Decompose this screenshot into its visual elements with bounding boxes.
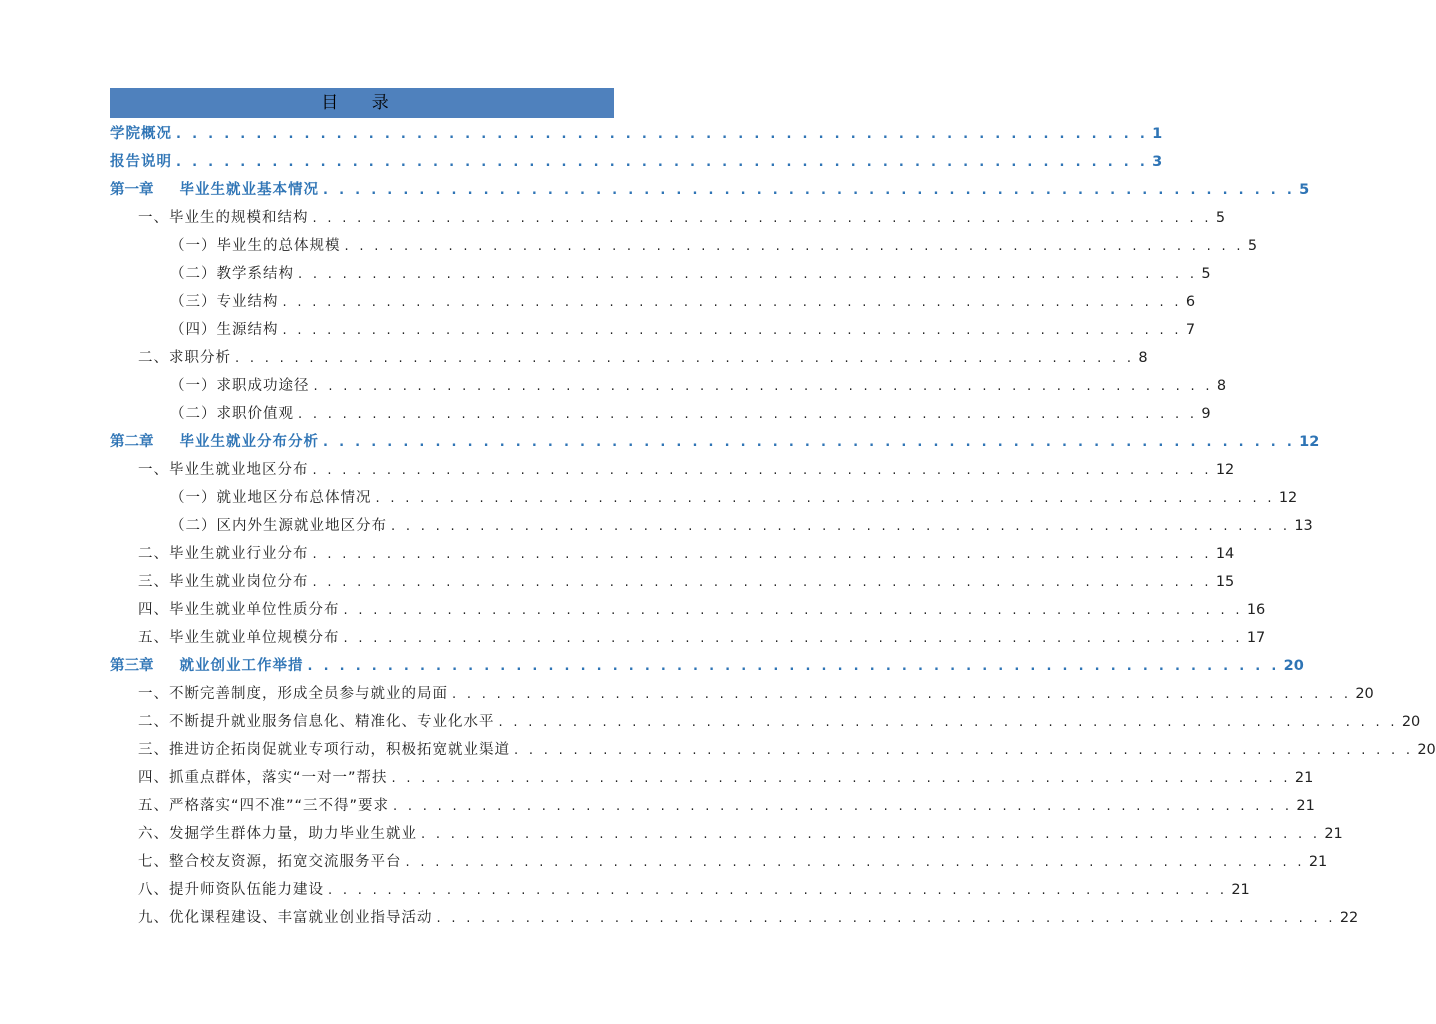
toc-leader-dots: . . . . . . . . . . . . . . . . . . . . . . . . . . . . . . . . . . . . . . . . . . . . . . . . . . . . . . . . . . . . . [307,659,1280,674]
toc-page-number: 20 [1417,742,1436,758]
toc-leader-dots: . . . . . . . . . . . . . . . . . . . . . . . . . . . . . . . . . . . . . . . . . . . . . . . . . . . . . . . . . . . . . [312,575,1212,590]
toc-page-number: 22 [1339,910,1359,926]
toc-entry[interactable] [110,204,1226,232]
toc-leader-dots: . . . . . . . . . . . . . . . . . . . . . . . . . . . . . . . . . . . . . . . . . . . . . . . . . . . . . . . . . . . . . [282,323,1182,338]
toc-page-number: 3 [1152,154,1163,170]
toc-leader-dots: . . . . . . . . . . . . . . . . . . . . . . . . . . . . . . . . . . . . . . . . . . . . . . . . . . . . . . . . . . . . . [323,435,1296,450]
toc-entry[interactable] [110,316,1196,344]
toc-entry-label: 四、毕业生就业单位性质分布 [138,602,340,618]
toc-page-number: 21 [1231,882,1250,898]
toc-page-number: 20 [1401,714,1421,730]
toc-leader-dots: . . . . . . . . . . . . . . . . . . . . . . . . . . . . . . . . . . . . . . . . . . . . . . . . . . . . . . . . . . . . . [312,211,1212,226]
toc-leader-dots: . . . . . . . . . . . . . . . . . . . . . . . . . . . . . . . . . . . . . . . . . . . . . . . . . . . . . . . . . . . . . [176,127,1149,142]
toc-entry-label: 二、不断提升就业服务信息化、精准化、专业化水平 [138,714,495,730]
toc-entry-label: （二）教学系结构 [170,266,294,282]
toc-entry[interactable] [110,540,1235,568]
toc-leader-dots: . . . . . . . . . . . . . . . . . . . . . . . . . . . . . . . . . . . . . . . . . . . . . . . . . . . . . . . . . . . . . [344,239,1244,254]
toc-leader-dots: . . . . . . . . . . . . . . . . . . . . . . . . . . . . . . . . . . . . . . . . . . . . . . . . . . . . . . . . . . . . . [393,799,1293,814]
toc-chapter-number: 第三章 [110,658,154,674]
toc-page-number: 17 [1246,630,1266,646]
toc-entry-label: （一）求职成功途径 [170,378,310,394]
toc-entry[interactable] [110,596,1266,624]
toc-entry[interactable] [110,792,1315,820]
toc-page-number: 7 [1185,322,1196,338]
toc-page-number: 12 [1215,462,1235,478]
toc-entry-label: 一、不断完善制度，形成全员参与就业的局面 [138,686,448,702]
toc-leader-dots: . . . . . . . . . . . . . . . . . . . . . . . . . . . . . . . . . . . . . . . . . . . . . . . . . . . . . . . . . . . . . [298,407,1198,422]
toc-entry-label: 二、毕业生就业行业分布 [138,546,309,562]
toc-entry-label: 学院概况 [110,126,172,142]
toc-leader-dots: . . . . . . . . . . . . . . . . . . . . . . . . . . . . . . . . . . . . . . . . . . . . . . . . . . . . . . . . . . . . . [375,491,1275,506]
toc-entry-label: 九、优化课程建设、丰富就业创业指导活动 [138,910,433,926]
toc-leader-dots: . . . . . . . . . . . . . . . . . . . . . . . . . . . . . . . . . . . . . . . . . . . . . . . . . . . . . . . . . . . . . [498,715,1398,730]
toc-page-number: 21 [1296,798,1315,814]
toc-entry[interactable] [110,652,1304,680]
toc-leader-dots: . . . . . . . . . . . . . . . . . . . . . . . . . . . . . . . . . . . . . . . . . . . . . . . . . . . . . . . . . . . . . [328,883,1228,898]
toc-leader-dots: . . . . . . . . . . . . . . . . . . . . . . . . . . . . . . . . . . . . . . . . . . . . . . . . . . . . . . . . . . . . . [176,155,1149,170]
toc-title: 目 录 [110,88,614,118]
toc-entry-label: （一）就业地区分布总体情况 [170,490,372,506]
toc-entry[interactable] [110,288,1196,316]
toc-entry-label: （二）求职价值观 [170,406,294,422]
toc-entry[interactable] [110,260,1211,288]
toc-page-number: 6 [1185,294,1196,310]
toc-leader-dots: . . . . . . . . . . . . . . . . . . . . . . . . . . . . . . . . . . . . . . . . . . . . . . . . . . . . . . . . . . . . . [343,603,1243,618]
toc-leader-dots: . . . . . . . . . . . . . . . . . . . . . . . . . . . . . . . . . . . . . . . . . . . . . . . . . . . . . . . . . . . . . [436,911,1336,926]
toc-chapter-number: 第二章 [110,434,154,450]
toc-entry[interactable] [110,372,1227,400]
toc-entry[interactable] [110,512,1313,540]
toc-entry-label: （二）区内外生源就业地区分布 [170,518,387,534]
toc-entry-label: 三、毕业生就业岗位分布 [138,574,309,590]
toc-page-number: 20 [1283,658,1304,674]
toc-leader-dots: . . . . . . . . . . . . . . . . . . . . . . . . . . . . . . . . . . . . . . . . . . . . . . . . . . . . . . . . . . . . . [312,463,1212,478]
toc-entry[interactable] [110,708,1421,736]
toc-page-number: 12 [1299,434,1320,450]
toc-page-number: 9 [1201,406,1211,422]
toc-page-number: 8 [1216,378,1227,394]
toc-entry[interactable] [110,624,1266,652]
toc-entry[interactable] [110,428,1320,456]
toc-page-number: 5 [1215,210,1226,226]
toc-entry[interactable] [110,148,1163,176]
toc-entry-label: 五、毕业生就业单位规模分布 [138,630,340,646]
toc-entry[interactable] [110,876,1250,904]
toc-entry-label: 报告说明 [110,154,172,170]
toc-page-number: 16 [1246,602,1266,618]
toc-leader-dots: . . . . . . . . . . . . . . . . . . . . . . . . . . . . . . . . . . . . . . . . . . . . . . . . . . . . . . . . . . . . . [514,743,1414,758]
toc-leader-dots: . . . . . . . . . . . . . . . . . . . . . . . . . . . . . . . . . . . . . . . . . . . . . . . . . . . . . . . . . . . . . [235,351,1135,366]
toc-entry-label: 二、求职分析 [138,350,231,366]
toc-list [110,120,1436,932]
toc-entry[interactable] [110,736,1436,764]
toc-entry-label: （四）生源结构 [170,322,279,338]
toc-entry-label: （一）毕业生的总体规模 [170,238,341,254]
toc-page-number: 5 [1247,238,1258,254]
toc-leader-dots: . . . . . . . . . . . . . . . . . . . . . . . . . . . . . . . . . . . . . . . . . . . . . . . . . . . . . . . . . . . . . [313,379,1213,394]
toc-page-number: 21 [1324,826,1343,842]
toc-entry[interactable] [110,484,1298,512]
toc-leader-dots: . . . . . . . . . . . . . . . . . . . . . . . . . . . . . . . . . . . . . . . . . . . . . . . . . . . . . . . . . . . . . [405,855,1305,870]
toc-leader-dots: . . . . . . . . . . . . . . . . . . . . . . . . . . . . . . . . . . . . . . . . . . . . . . . . . . . . . . . . . . . . . [391,519,1291,534]
toc-entry-label: 毕业生就业基本情况 [179,182,319,198]
toc-page-number: 14 [1215,546,1235,562]
toc-leader-dots: . . . . . . . . . . . . . . . . . . . . . . . . . . . . . . . . . . . . . . . . . . . . . . . . . . . . . . . . . . . . . [298,267,1198,282]
toc-entry[interactable] [110,344,1148,372]
toc-leader-dots: . . . . . . . . . . . . . . . . . . . . . . . . . . . . . . . . . . . . . . . . . . . . . . . . . . . . . . . . . . . . . [343,631,1243,646]
toc-page-number: 5 [1299,182,1310,198]
toc-entry[interactable] [110,764,1314,792]
toc-entry-label: 一、毕业生的规模和结构 [138,210,309,226]
toc-entry-label: 八、提升师资队伍能力建设 [138,882,324,898]
toc-entry[interactable] [110,568,1235,596]
toc-leader-dots: . . . . . . . . . . . . . . . . . . . . . . . . . . . . . . . . . . . . . . . . . . . . . . . . . . . . . . . . . . . . . [452,687,1352,702]
toc-page-number: 12 [1278,490,1298,506]
toc-page-number: 13 [1294,518,1313,534]
toc-chapter-number: 第一章 [110,182,154,198]
toc-entry[interactable] [110,680,1374,708]
toc-page-number: 8 [1138,350,1148,366]
toc-page-number: 21 [1308,854,1328,870]
toc-leader-dots: . . . . . . . . . . . . . . . . . . . . . . . . . . . . . . . . . . . . . . . . . . . . . . . . . . . . . . . . . . . . . [312,547,1212,562]
toc-entry[interactable] [110,456,1235,484]
toc-entry[interactable] [110,400,1211,428]
toc-entry[interactable] [110,232,1258,260]
toc-entry-label: 七、整合校友资源，拓宽交流服务平台 [138,854,402,870]
toc-entry[interactable] [110,820,1343,848]
toc-leader-dots: . . . . . . . . . . . . . . . . . . . . . . . . . . . . . . . . . . . . . . . . . . . . . . . . . . . . . . . . . . . . . [282,295,1182,310]
toc-entry[interactable] [110,120,1163,148]
toc-leader-dots: . . . . . . . . . . . . . . . . . . . . . . . . . . . . . . . . . . . . . . . . . . . . . . . . . . . . . . . . . . . . . [391,771,1291,786]
toc-entry[interactable] [110,176,1310,204]
toc-page-number: 5 [1201,266,1211,282]
toc-page-number: 1 [1152,126,1163,142]
toc-entry[interactable] [110,848,1328,876]
toc-entry-label: 毕业生就业分布分析 [179,434,319,450]
toc-leader-dots: . . . . . . . . . . . . . . . . . . . . . . . . . . . . . . . . . . . . . . . . . . . . . . . . . . . . . . . . . . . . . [323,183,1296,198]
toc-page-number: 20 [1355,686,1374,702]
toc-leader-dots: . . . . . . . . . . . . . . . . . . . . . . . . . . . . . . . . . . . . . . . . . . . . . . . . . . . . . . . . . . . . . [421,827,1321,842]
toc-entry-label: （三）专业结构 [170,294,279,310]
toc-entry-label: 就业创业工作举措 [179,658,304,674]
toc-page-number: 15 [1215,574,1235,590]
toc-entry-label: 六、发掘学生群体力量，助力毕业生就业 [138,826,417,842]
toc-entry-label: 三、推进访企拓岗促就业专项行动，积极拓宽就业渠道 [138,742,510,758]
toc-entry-label: 一、毕业生就业地区分布 [138,462,309,478]
toc-entry[interactable] [110,904,1359,932]
toc-entry-label: 五、严格落实“四不准”“三不得”要求 [138,798,390,814]
toc-entry-label: 四、抓重点群体，落实“一对一”帮扶 [138,770,388,786]
toc-page-number: 21 [1294,770,1314,786]
